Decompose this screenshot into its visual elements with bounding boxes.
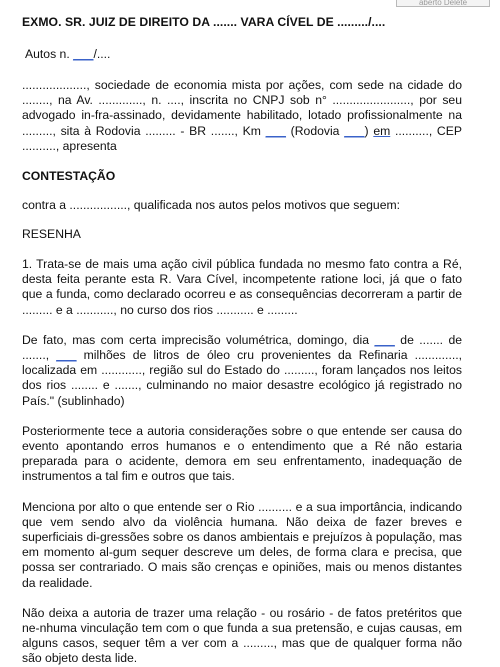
document-page [22, 14, 462, 667]
contra-line: contra a ................., qualificada nos autos pelos motivos que seguem: [22, 198, 401, 213]
corner-tab[interactable]: aberto Delete [396, 0, 490, 7]
paragraph-2 [22, 333, 462, 409]
paragraph-4: Menciona por alto o que entende ser o Rio .......... e a sua importância, indicando que vem sendo alvo da violência humana. Não deixa de fazer breves e superficiais di-gressões sobre os danos ambientais e prejuízos à população, mas em momento al-gum sequer descreve um deles, de forma clara e precisa, que possa ser contrariado. O mais são crenças e opiniões, mais ou menos distantes da realidade. [22, 499, 462, 590]
party-text-3: ) [364, 123, 374, 138]
autos-line [25, 46, 462, 62]
document-heading: EXMO. SR. JUIZ DE DIREITO DA ....... VARA CÍVEL DE ........./.... [22, 15, 386, 29]
paragraph-2-text-3: milhões de litros de óleo cru provenientes da Refinaria ............., localizada em ............, região sul do Estado do ........., foram lançados nos leitos dos rios ........ e ......., culminando no maior desastre ecológico já registrado no País." (sublinhado) [22, 348, 462, 408]
autos-prefix: Autos n. [25, 47, 74, 61]
autos-blank: ___ [73, 47, 94, 61]
party-text-2: (Rodovia [285, 123, 345, 138]
party-text-em: em [373, 123, 391, 138]
party-paragraph [22, 78, 462, 154]
paragraph-1: 1. Trata-se de mais uma ação civil pública fundada no mesmo fato contra a Ré, desta feita perante esta R. Vara Cível, incompetente ratione loci, já que o fato que a funda, como declarado ocorreu e as consequências decorreram a partir de ......... e a ..........., no curso dos rios ........... e ......... [22, 257, 462, 317]
paragraph-2-text-2: de ....... de ......., [22, 332, 463, 363]
party-text-4: .........., CEP .........., apresenta [22, 123, 462, 153]
party-blank-km: ___ [265, 123, 286, 138]
paragraph-3: Posteriormente tece a autoria considerações sobre o que entende ser causa do evento apontando erros humanos e o entendimento que a Ré não estaria preparada para o acidente, demora em seu enfrentamento, inadequação de instrumentos a tal fim e outros que tais. [22, 423, 462, 484]
autos-suffix: /.... [93, 47, 111, 61]
party-blank-rodovia: ___ [344, 123, 365, 138]
paragraph-2-blank-volume: ___ [56, 348, 77, 363]
contestacao-heading: CONTESTAÇÃO [22, 169, 116, 184]
paragraph-2-text-1: De fato, mas com certa imprecisão volumétrica, domingo, dia [22, 332, 375, 347]
resenha-heading: RESENHA [22, 227, 81, 242]
party-text-1: ..................., sociedade de economia mista por ações, com sede na cidade do ........, na Av. ............., n. ...., inscrita no CNPJ sob n° ......................., por seu advogado in-fra-assinado, devidamente habilitado, lotado profissionalmente na ........., sita à Rodovia ......... - BR ......., Km [22, 78, 462, 138]
paragraph-2-blank-day: ___ [374, 332, 395, 347]
paragraph-5: Não deixa a autoria de trazer uma relação - ou rosário - de fatos pretéritos que ne-nhuma vinculação tem com o que funda a sua pretensão, e cujas causas, em alguns casos, sequer têm a ver com a ........., mas que de qualquer forma não são objeto desta lide. [22, 605, 462, 666]
